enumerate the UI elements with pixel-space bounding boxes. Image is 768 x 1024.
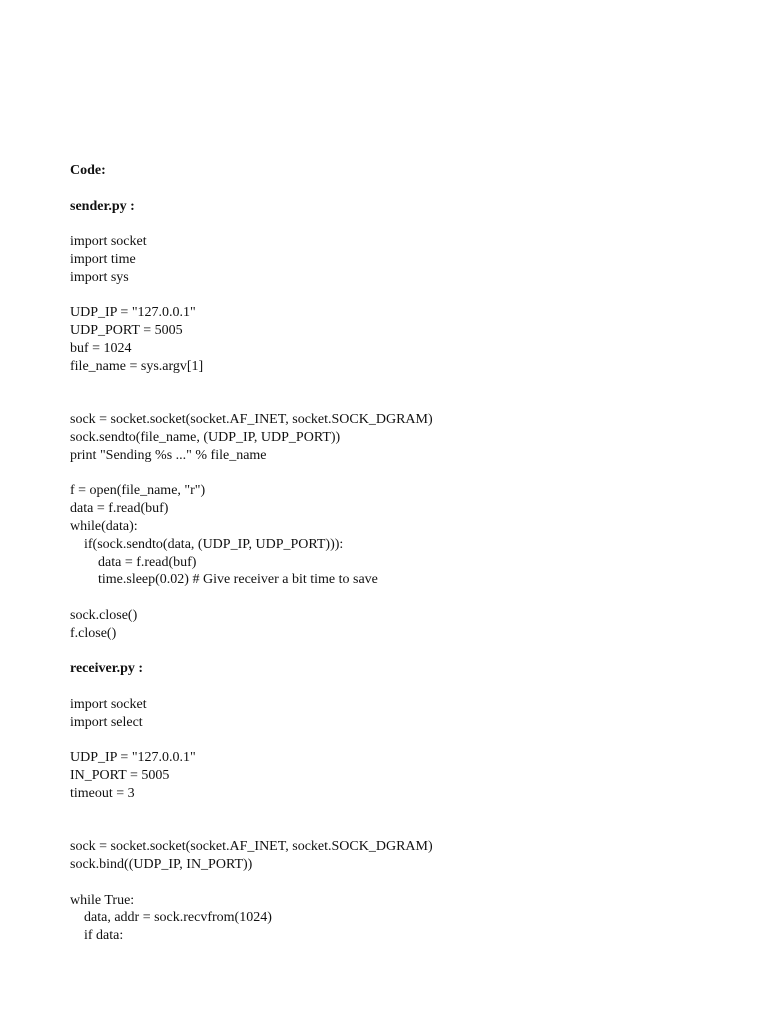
code-line: while True: xyxy=(70,892,135,908)
code-line: data, addr = sock.recvfrom(1024) xyxy=(70,910,272,926)
code-line: buf = 1024 xyxy=(70,340,132,356)
code-line: f = open(file_name, "r") xyxy=(70,483,206,499)
sender-config xyxy=(70,304,433,375)
document-content xyxy=(70,162,433,945)
code-line: sock = socket.socket(socket.AF_INET, socket.SOCK_DGRAM) xyxy=(70,412,433,428)
code-line: sock.close() xyxy=(70,607,138,623)
code-line: UDP_IP = "127.0.0.1" xyxy=(70,305,196,321)
code-line: sock.bind((UDP_IP, IN_PORT)) xyxy=(70,857,253,873)
code-line: while(data): xyxy=(70,518,138,534)
receiver-setup xyxy=(70,838,433,874)
code-line: timeout = 3 xyxy=(70,785,135,801)
code-line: sock = socket.socket(socket.AF_INET, socket.SOCK_DGRAM) xyxy=(70,839,433,855)
code-line: import select xyxy=(70,714,143,730)
code-line: UDP_PORT = 5005 xyxy=(70,323,183,339)
code-line: import socket xyxy=(70,696,147,712)
code-line: f.close() xyxy=(70,625,117,641)
code-line: import sys xyxy=(70,269,129,285)
code-line: import time xyxy=(70,251,136,267)
code-line: import socket xyxy=(70,234,147,250)
code-line: if data: xyxy=(70,928,124,944)
receiver-loop xyxy=(70,892,433,945)
sender-cleanup xyxy=(70,607,433,643)
document-heading: Code: xyxy=(70,163,106,178)
code-line: data = f.read(buf) xyxy=(70,554,197,570)
receiver-imports xyxy=(70,696,433,732)
code-line: file_name = sys.argv[1] xyxy=(70,358,204,374)
sender-title: sender.py : xyxy=(70,198,135,214)
code-line: print "Sending %s ..." % file_name xyxy=(70,447,267,463)
sender-setup xyxy=(70,411,433,464)
code-line: IN_PORT = 5005 xyxy=(70,768,170,784)
sender-imports xyxy=(70,233,433,286)
code-line: if(sock.sendto(data, (UDP_IP, UDP_PORT))): xyxy=(70,536,344,552)
code-line: UDP_IP = "127.0.0.1" xyxy=(70,750,196,766)
receiver-title: receiver.py : xyxy=(70,661,144,677)
code-line: time.sleep(0.02) # Give receiver a bit time to save xyxy=(70,572,378,588)
receiver-config xyxy=(70,749,433,802)
code-line: sock.sendto(file_name, (UDP_IP, UDP_PORT)) xyxy=(70,429,341,445)
sender-loop xyxy=(70,482,433,589)
code-line: data = f.read(buf) xyxy=(70,501,169,517)
